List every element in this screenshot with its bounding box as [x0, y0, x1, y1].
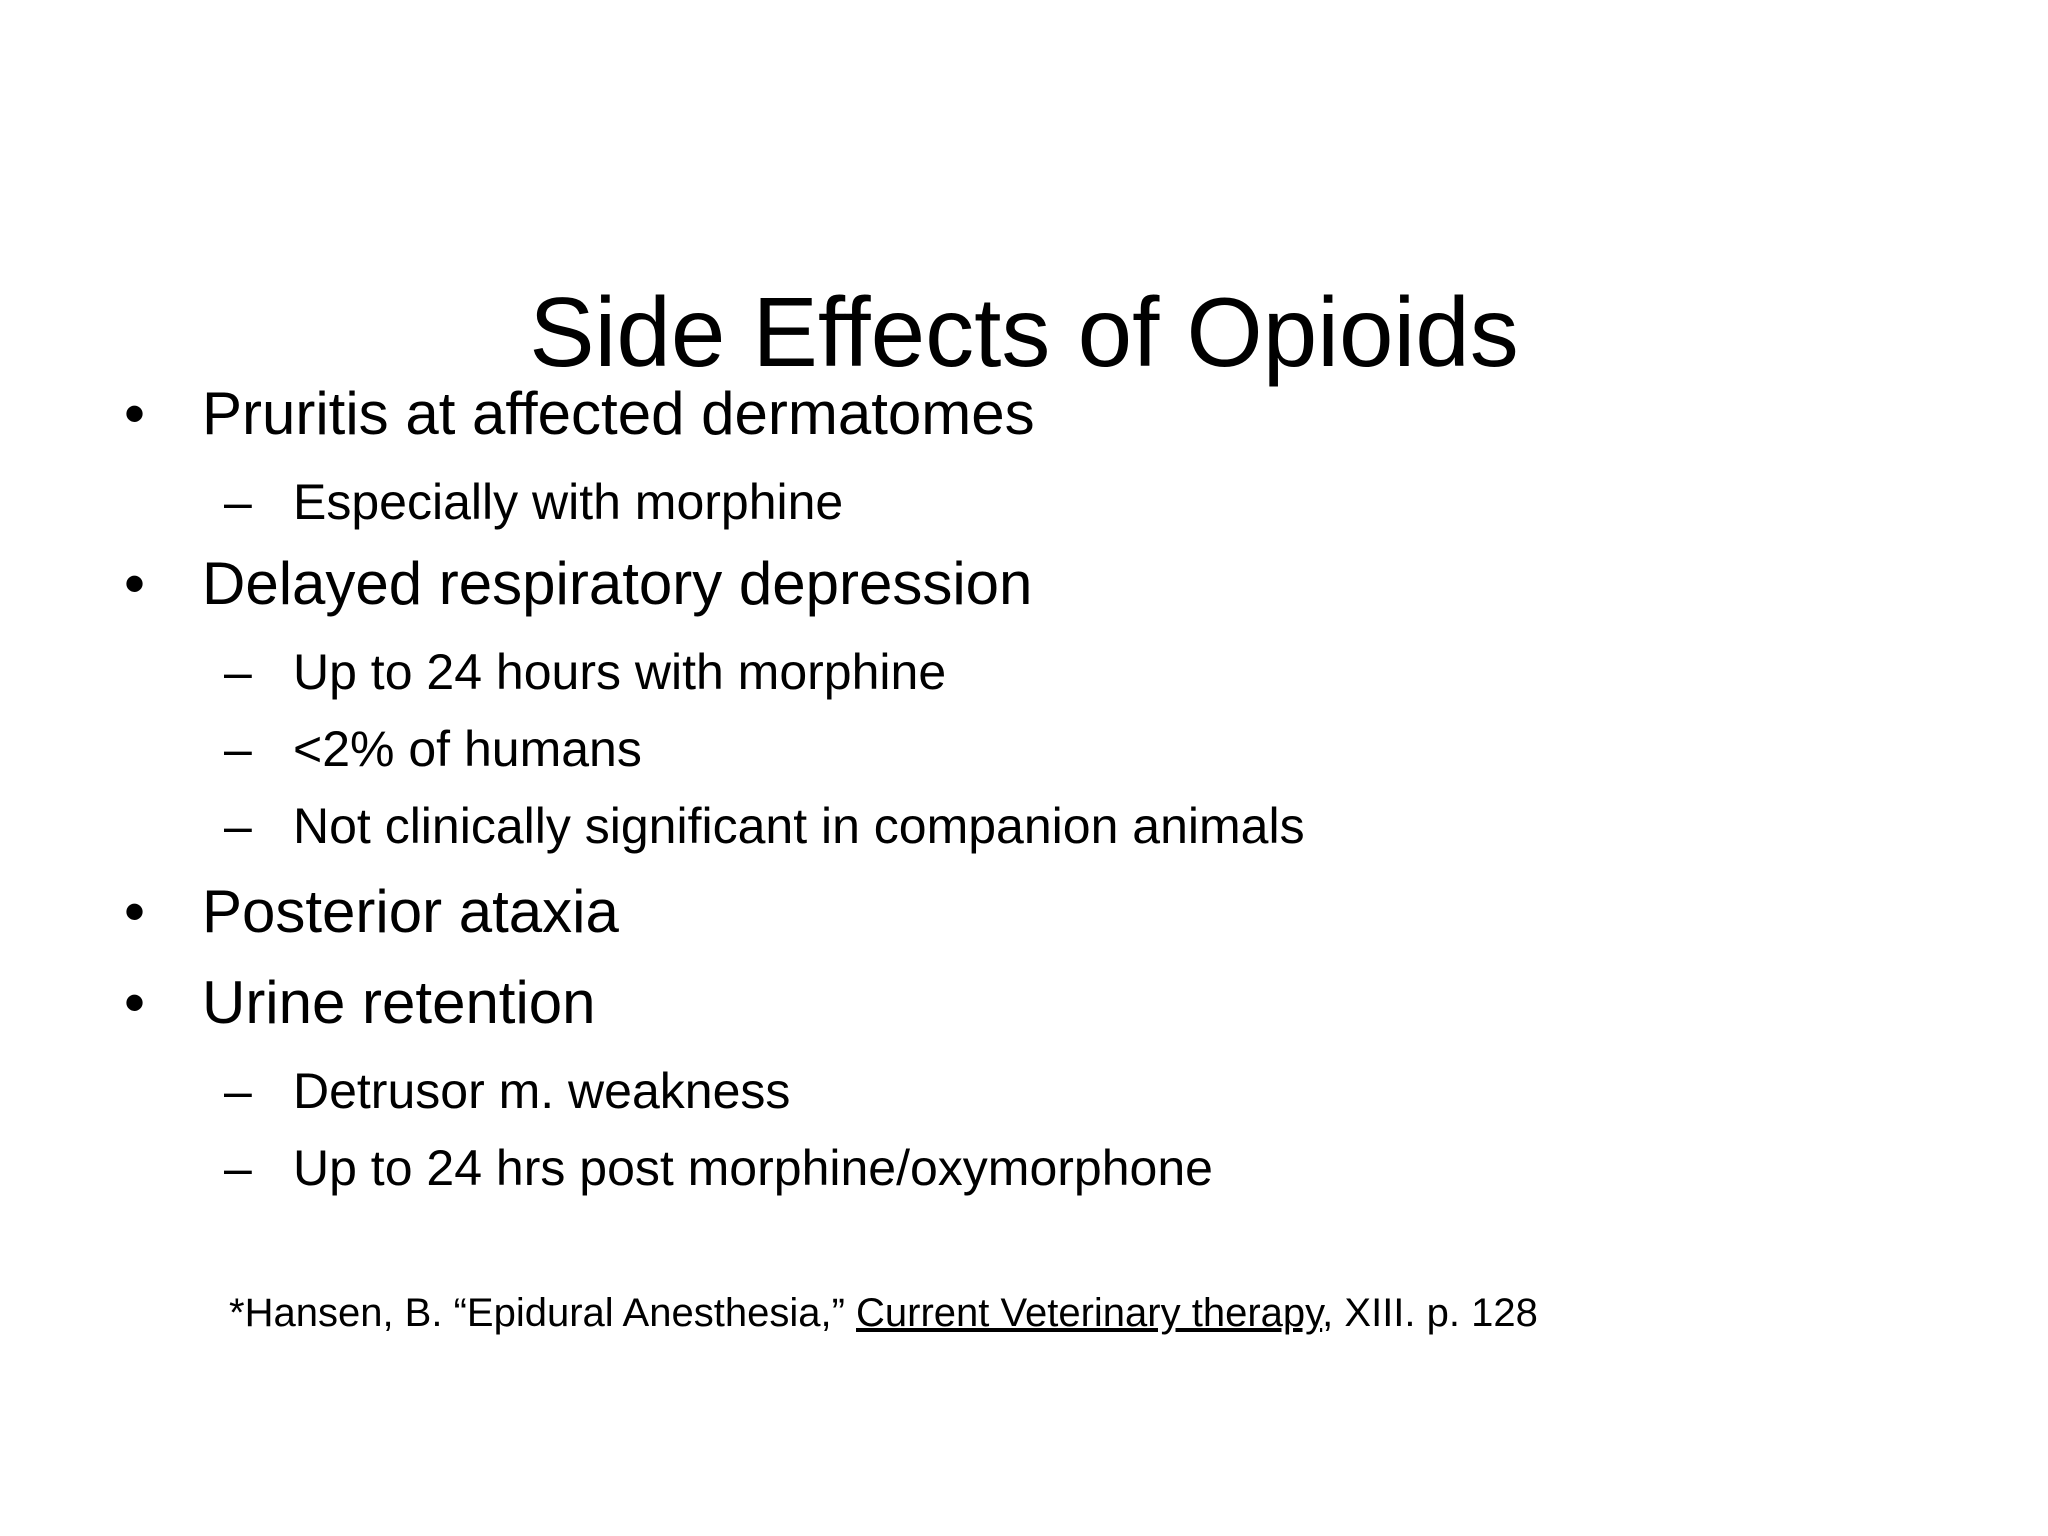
- sub-bullet-item: Up to 24 hours with morphine: [293, 644, 947, 700]
- bullet-item: Posterior ataxia: [202, 878, 619, 945]
- bullet-marker: •: [124, 380, 146, 447]
- sub-bullet-marker: –: [224, 644, 252, 700]
- sub-bullet-marker: –: [224, 798, 252, 854]
- citation-prefix: *Hansen, B. “Epidural Anesthesia,”: [229, 1291, 857, 1335]
- sub-bullet-item: <2% of humans: [293, 721, 642, 777]
- sub-bullet-marker: –: [224, 721, 252, 777]
- citation-suffix: , XIII. p. 128: [1322, 1291, 1538, 1335]
- bullet-marker: •: [124, 878, 146, 945]
- bullet-marker: •: [124, 969, 146, 1036]
- sub-bullet-item: Up to 24 hrs post morphine/oxymorphone: [293, 1140, 1213, 1196]
- bullet-marker: •: [124, 550, 146, 617]
- bullet-item: Pruritis at affected dermatomes: [202, 380, 1035, 447]
- sub-bullet-item: Detrusor m. weakness: [293, 1063, 791, 1119]
- citation: [229, 1288, 1538, 1338]
- sub-bullet-marker: –: [224, 474, 252, 530]
- sub-bullet-item: Not clinically significant in companion animals: [293, 798, 1305, 854]
- sub-bullet-item: Especially with morphine: [293, 474, 844, 530]
- sub-bullet-marker: –: [224, 1140, 252, 1196]
- slide-title: Side Effects of Opioids: [529, 277, 1519, 387]
- citation-book-title: Current Veterinary therapy: [856, 1291, 1323, 1335]
- bullet-item: Urine retention: [202, 969, 596, 1036]
- bullet-item: Delayed respiratory depression: [202, 550, 1033, 617]
- sub-bullet-marker: –: [224, 1063, 252, 1119]
